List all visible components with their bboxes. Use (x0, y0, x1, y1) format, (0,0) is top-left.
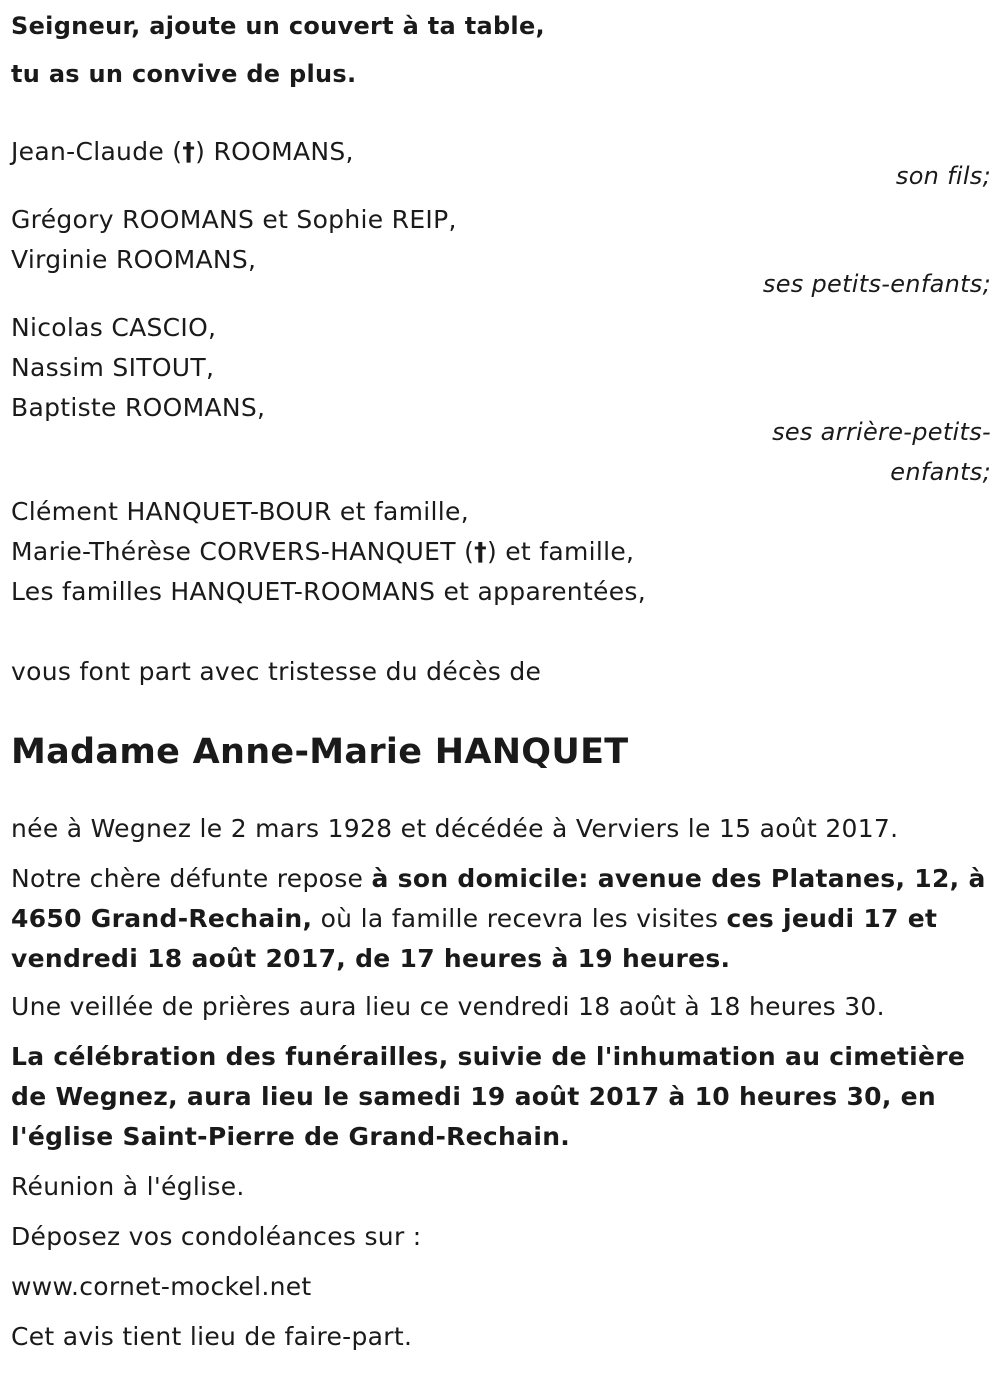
vigil-info: Une veillée de prières aura lieu ce vendredi 18 août à 18 heures 30. (11, 992, 885, 1021)
grandchild-name: Grégory ROOMANS et Sophie REIP, (11, 205, 457, 234)
funeral-info: La célébration des funérailles, suivie de l'inhumation au cimetière de Wegnez, aura lieu le samedi 19 août 2017 à 10 heures 30, en l'église Saint-Pierre de Grand-Rechain. (11, 1042, 966, 1151)
epigraph-line-1: Seigneur, ajoute un couvert à ta table, (11, 12, 545, 40)
relation-son: son fils; (895, 162, 991, 190)
epigraph (11, 2, 991, 98)
grandchildren-block (11, 200, 991, 304)
family-line: Les familles HANQUET-ROOMANS et apparentées, (11, 577, 646, 606)
announcement: vous font part avec tristesse du décès de (11, 657, 542, 686)
visitation-location: à son domicile: avenue des Platanes, 12, à 4650 Grand-Rechain, (11, 864, 986, 933)
son-name-prefix: Jean-Claude ( (11, 137, 183, 166)
great-grandchild-name: Nassim SITOUT, (11, 353, 215, 382)
relation-great-grandchildren-line-2: enfants; (890, 458, 991, 486)
great-grandchildren-block (11, 308, 991, 492)
family-line: Clément HANQUET-BOUR et famille, (11, 497, 469, 526)
family-line-prefix: Marie-Thérèse CORVERS-HANQUET ( (11, 537, 475, 566)
visitation-text: où la famille recevra les visites (312, 904, 727, 933)
visitation-text: Notre chère défunte repose (11, 864, 372, 893)
epigraph-line-2: tu as un convive de plus. (11, 60, 357, 88)
great-grandchild-name: Baptiste ROOMANS, (11, 393, 266, 422)
condolences-label: Déposez vos condoléances sur : (11, 1222, 422, 1251)
visitation-dates: ces jeudi 17 et vendredi 18 août 2017, de 17 heures à 19 heures. (11, 904, 938, 973)
website-link[interactable]: www.cornet-mockel.net (11, 1272, 312, 1301)
relation-grandchildren: ses petits-enfants; (762, 270, 991, 298)
dagger-symbol: † (474, 537, 487, 566)
dagger-symbol: † (182, 137, 196, 166)
family-line (11, 532, 991, 572)
extended-family-block (11, 492, 991, 612)
relation-great-grandchildren-line-1: ses arrière-petits- (772, 418, 991, 446)
obituary-notice (11, 0, 991, 1357)
reunion-info: Réunion à l'église. (11, 1172, 245, 1201)
visitation-info (11, 859, 991, 979)
grandchild-name: Virginie ROOMANS, (11, 245, 257, 274)
son-name-suffix: ) ROOMANS, (195, 137, 354, 166)
son-block (11, 132, 991, 196)
birth-death-dates: née à Wegnez le 2 mars 1928 et décédée à Verviers le 15 août 2017. (11, 814, 899, 843)
family-line-suffix: ) et famille, (486, 537, 635, 566)
great-grandchild-name: Nicolas CASCIO, (11, 313, 217, 342)
deceased-name: Madame Anne-Marie HANQUET (11, 732, 629, 772)
closing-note: Cet avis tient lieu de faire-part. (11, 1322, 413, 1351)
